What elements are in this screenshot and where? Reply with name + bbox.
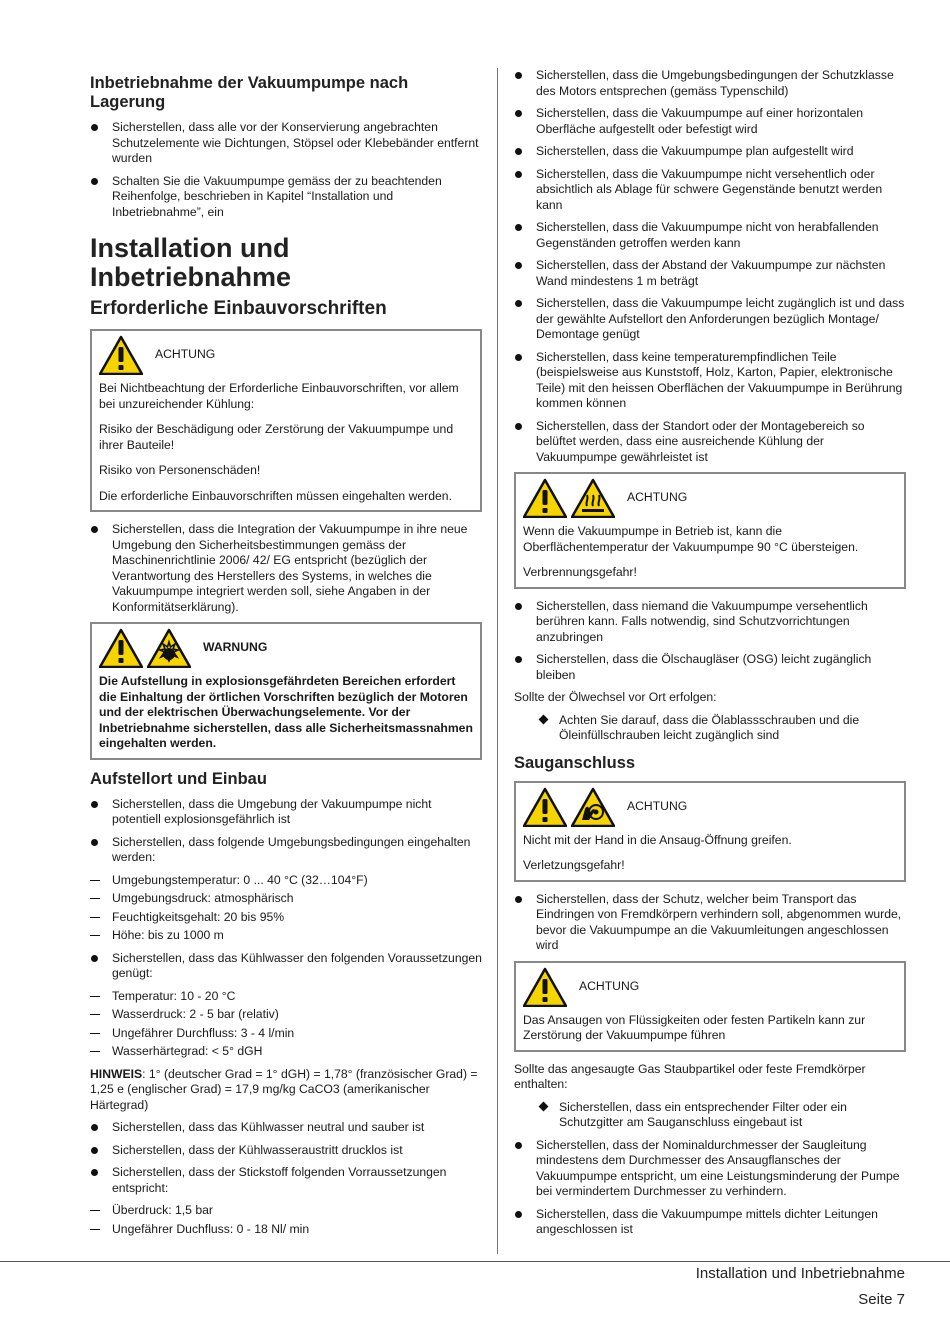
site-list-a	[90, 797, 482, 866]
notice-text: Wenn die Vakuumpumpe in Betrieb ist, kann die Oberflächentemperatur der Vakuumpumpe 90 °C übersteigen.	[523, 524, 859, 554]
list-item: Sicherstellen, dass keine temperaturempfindlichen Teile (beispielsweise aus Kunststoff, Holz, Karton, Papier, elektronische Teile) mit den heissen Oberflächen der Vakuumpumpe in Berührung kommen können	[514, 350, 906, 412]
hint-label: HINWEIS	[90, 1066, 143, 1081]
list-item: Sicherstellen, dass die Umgebungsbedingungen der Schutzklasse des Motors entsprechen (gemäss Typenschild)	[514, 68, 906, 99]
list-item: Umgebungsdruck: atmosphärisch	[90, 891, 482, 907]
notice-label: ACHTUNG	[579, 978, 640, 993]
heading-suction: Sauganschluss	[514, 753, 636, 772]
notice-warnung-explosion	[90, 622, 482, 760]
list-item: Sicherstellen, dass die Vakuumpumpe mittels dichter Leitungen angeschlossen ist	[514, 1207, 906, 1238]
hint-text: : 1° (deutscher Grad = 1° dGH) = 1,78° (französischer Grad) = 1,25 e (englischer Grad) = 17,9 mg/kg CaCO3 (amerikanischer Härtegrad)	[90, 1066, 478, 1112]
list-item: Feuchtigkeitsgehalt: 20 bis 95%	[90, 910, 482, 926]
list-item: Sicherstellen, dass der Abstand der Vakuumpumpe zur nächsten Wand mindestens 1 m beträgt	[514, 258, 906, 289]
list-item: Sicherstellen, dass das Kühlwasser den folgenden Voraussetzungen genügt:	[90, 951, 482, 982]
oil-list	[514, 713, 906, 744]
list-item: Wasserhärtegrad: < 5° dGH	[90, 1044, 482, 1060]
exclamation-triangle-icon	[99, 335, 143, 375]
dust-list	[514, 1100, 906, 1131]
list-item: Umgebungstemperatur: 0 ... 40 °C (32…104°F)	[90, 873, 482, 889]
notice-text: Die Aufstellung in explosionsgefährdeten Bereichen erfordert die Einhaltung der örtlichen Vorschriften bezüglich der Motoren und der elektrischen Überwachungselemente. Vor der Inbetriebnahme sicherstellen, dass alle Sicherheitsmassnahmen eingehalten werden.	[99, 674, 473, 750]
heading-storage: Inbetriebnahme der Vakuumpumpe nach Lagerung	[90, 74, 409, 111]
notice-achtung-installation	[90, 329, 482, 512]
list-item: Sicherstellen, dass die Vakuumpumpe nicht versehentlich oder absichtlich als Ablage für schwere Gegenstände benutzt werden kann	[514, 167, 906, 214]
notice-text: Risiko der Beschädigung oder Zerstörung der Vakuumpumpe und ihrer Bauteile!	[99, 422, 454, 452]
hot-surface-icon	[571, 478, 615, 518]
integration-list	[90, 522, 482, 615]
explosive-atmosphere-icon	[147, 628, 191, 668]
list-item: Schalten Sie die Vakuumpumpe gemäss der zu beachtenden Reihenfolge, beschrieben in Kapitel “Installation und Inbetriebnahme”, ein	[90, 174, 482, 221]
suction-list-a	[514, 892, 906, 954]
notice-achtung-hot-surface	[514, 472, 906, 589]
page-number: Seite 7	[858, 1291, 905, 1308]
dust-intro: Sollte das angesaugte Gas Staubpartikel oder feste Fremdkörper enthalten:	[514, 1061, 866, 1091]
right-column	[514, 68, 906, 1245]
list-item: Wasserdruck: 2 - 5 bar (relativ)	[90, 1007, 482, 1023]
notice-text: Risiko von Personenschäden!	[99, 463, 261, 477]
list-item: Sicherstellen, dass der Nominaldurchmesser der Saugleitung mindestens dem Durchmesser des Ansaugflansches der Vakuumpumpe entspricht, um eine Leistungsminderung der Pumpe bei vermindertem Durchmesser zu verhindern.	[514, 1138, 906, 1200]
heading-site: Aufstellort und Einbau	[90, 769, 267, 788]
notice-text: Bei Nichtbeachtung der Erforderliche Einbauvorschriften, vor allem bei unzureichender Kühlung:	[99, 381, 459, 411]
site-list-b	[514, 68, 906, 465]
exclamation-triangle-icon	[99, 628, 143, 668]
list-item: Sicherstellen, dass das Kühlwasser neutral und sauber ist	[90, 1120, 482, 1136]
list-item: Sicherstellen, dass die Vakuumpumpe auf einer horizontalen Oberfläche aufgestellt oder befestigt wird	[514, 106, 906, 137]
storage-list	[90, 120, 482, 220]
notice-text: Nicht mit der Hand in die Ansaug-Öffnung greifen.	[523, 832, 792, 847]
hint-paragraph	[90, 1067, 482, 1114]
list-item: Sicherstellen, dass der Kühlwasseraustritt drucklos ist	[90, 1143, 482, 1159]
list-item: Sicherstellen, dass der Standort oder der Montagebereich so belüftet werden, dass eine ausreichende Kühlung der Vakuumpumpe gewährleistet ist	[514, 419, 906, 466]
list-item: Sicherstellen, dass die Vakuumpumpe nicht von herabfallenden Gegenständen getroffen werden kann	[514, 220, 906, 251]
list-item: Sicherstellen, dass ein entsprechender Filter oder ein Schutzgitter am Sauganschluss eingebaut ist	[514, 1100, 906, 1131]
site-list-c	[514, 599, 906, 684]
exclamation-triangle-icon	[523, 967, 567, 1007]
cooling-list	[90, 951, 482, 982]
hand-injury-icon	[571, 787, 615, 827]
footer-section-title: Installation und Inbetriebnahme	[695, 1265, 905, 1282]
notice-label: ACHTUNG	[155, 347, 216, 362]
list-item: Temperatur: 10 - 20 °C	[90, 989, 482, 1005]
exclamation-triangle-icon	[523, 478, 567, 518]
notice-achtung-particles	[514, 961, 906, 1052]
nitrogen-conditions-list	[90, 1203, 482, 1237]
notice-text: Verletzungsgefahr!	[523, 858, 625, 872]
list-item: Sicherstellen, dass folgende Umgebungsbedingungen eingehalten werden:	[90, 835, 482, 866]
chapter-title: Installation und Inbetriebnahme	[90, 233, 292, 292]
water-conditions-list	[90, 989, 482, 1060]
left-column	[90, 68, 482, 1240]
notice-label: ACHTUNG	[627, 798, 688, 813]
suction-list-b	[514, 1138, 906, 1238]
footer-rule	[0, 1261, 950, 1262]
list-item: Sicherstellen, dass die Vakuumpumpe plan aufgestellt wird	[514, 144, 906, 160]
list-item: Achten Sie darauf, dass die Ölablassschrauben und die Öleinfüllschrauben leicht zugänglich sind	[514, 713, 906, 744]
notice-label: WARNUNG	[203, 640, 268, 655]
list-item: Sicherstellen, dass der Schutz, welcher beim Transport das Eindringen von Fremdkörpern verhindern soll, abgenommen wurde, bevor die Vakuumpumpe an die Vakuumleitungen angeschlossen wird	[514, 892, 906, 954]
list-item: Sicherstellen, dass der Stickstoff folgenden Vorraussetzungen entspricht:	[90, 1165, 482, 1196]
exclamation-triangle-icon	[523, 787, 567, 827]
list-item: Überdruck: 1,5 bar	[90, 1203, 482, 1219]
notice-achtung-hand	[514, 781, 906, 882]
water-list	[90, 1120, 482, 1196]
list-item: Sicherstellen, dass niemand die Vakuumpumpe versehentlich berühren kann. Falls notwendig, sind Schutzvorrichtungen anzubringen	[514, 599, 906, 646]
list-item: Ungefährer Duchfluss: 0 - 18 Nl/ min	[90, 1222, 482, 1238]
oil-intro: Sollte der Ölwechsel vor Ort erfolgen:	[514, 690, 717, 704]
list-item: Sicherstellen, dass die Ölschaugläser (OSG) leicht zugänglich bleiben	[514, 652, 906, 683]
list-item: Sicherstellen, dass alle vor der Konservierung angebrachten Schutzelemente wie Dichtungen, Stöpsel oder Klebebänder entfernt wurden	[90, 120, 482, 167]
heading-required: Erforderliche Einbauvorschriften	[90, 298, 387, 319]
notice-label: ACHTUNG	[627, 490, 688, 505]
list-item: Sicherstellen, dass die Integration der Vakuumpumpe in ihre neue Umgebung den Sicherheitsbestimmungen gemäss der Maschinenrichtlinie 2006/ 42/ EG entspricht (bezüglich der Verantwortung des Herstellers des Systems, in welches die Vakuumpumpe integriert werden soll, siehe Angaben in der Konformitätserklärung).	[90, 522, 482, 615]
list-item: Höhe: bis zu 1000 m	[90, 928, 482, 944]
env-conditions-list	[90, 873, 482, 944]
list-item: Ungefährer Durchfluss: 3 - 4 l/min	[90, 1026, 482, 1042]
notice-text: Das Ansaugen von Flüssigkeiten oder festen Partikeln kann zur Zerstörung der Vakuumpumpe führen	[523, 1012, 866, 1042]
notice-text: Die erforderliche Einbauvorschriften müssen eingehalten werden.	[99, 488, 452, 503]
column-divider	[497, 68, 498, 1254]
notice-text: Verbrennungsgefahr!	[523, 565, 637, 579]
list-item: Sicherstellen, dass die Vakuumpumpe leicht zugänglich ist und dass der gewählte Aufstellort den Anforderungen bezüglich Montage/ Demontage genügt	[514, 296, 906, 343]
list-item: Sicherstellen, dass die Umgebung der Vakuumpumpe nicht potentiell explosionsgefährlich ist	[90, 797, 482, 828]
